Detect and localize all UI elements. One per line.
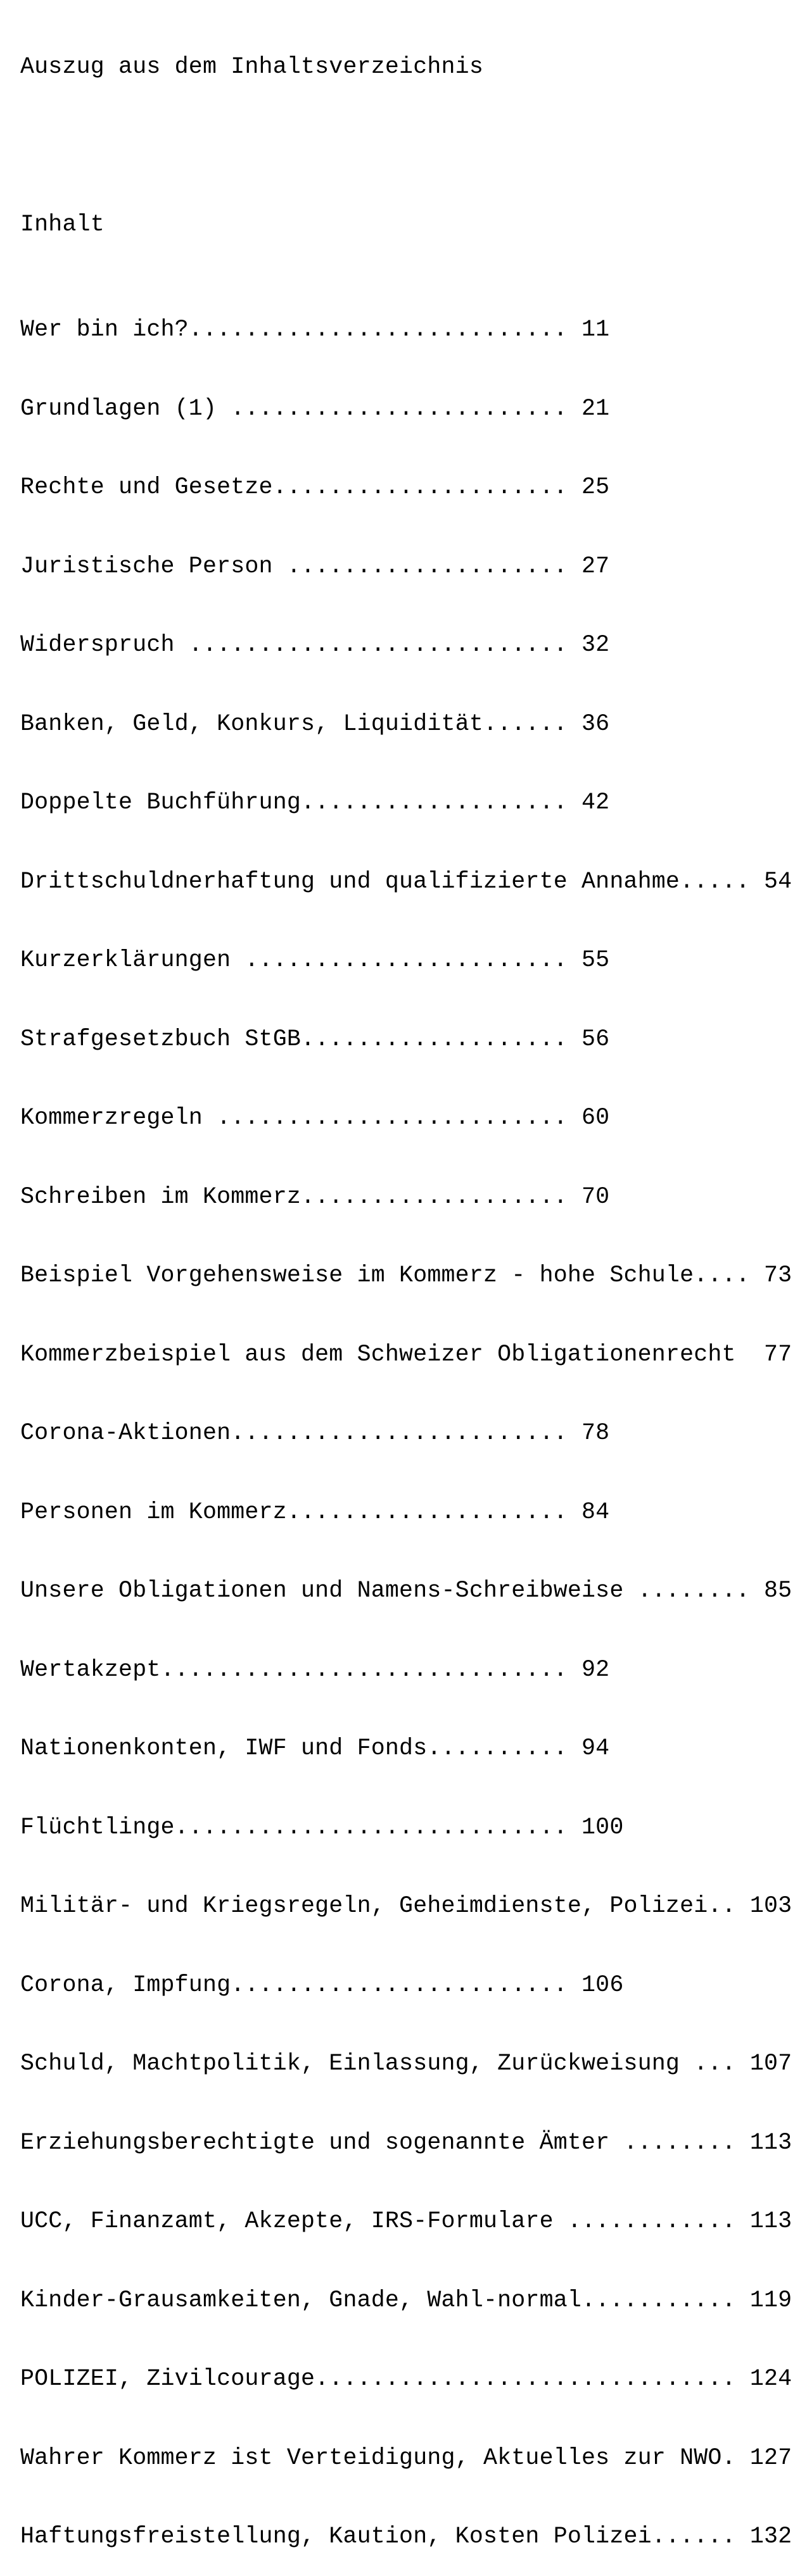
toc-entry: Wertakzept............................. 92 — [20, 1656, 610, 1683]
toc-entry: Beispiel Vorgehensweise im Kommerz - hohe Schule.... 73 — [20, 1262, 792, 1288]
toc-entry: Nationenkonten, IWF und Fonds.......... 94 — [20, 1735, 610, 1761]
toc-entry: Corona-Aktionen........................ 78 — [20, 1420, 610, 1446]
toc-entry: POLIZEI, Zivilcourage.............................. 124 — [20, 2366, 792, 2392]
toc-heading: Inhalt — [20, 211, 105, 237]
toc-entry: Militär- und Kriegsregeln, Geheimdienste, Polizei.. 103 — [20, 1893, 792, 1919]
blank-line — [20, 133, 787, 160]
toc-entry: Schuld, Machtpolitik, Einlassung, Zurückweisung ... 107 — [20, 2051, 792, 2077]
toc-entry: Grundlagen (1) ........................ 21 — [20, 395, 610, 422]
toc-entry: Unsere Obligationen und Namens-Schreibweise ........ 85 — [20, 1578, 792, 1604]
toc-entry: Banken, Geld, Konkurs, Liquidität...... 36 — [20, 710, 610, 737]
toc-entry: Widerspruch ........................... 32 — [20, 632, 610, 658]
toc-entry: Haftungsfreistellung, Kaution, Kosten Polizei...... 132 — [20, 2523, 792, 2549]
toc-entry: UCC, Finanzamt, Akzepte, IRS-Formulare ............ 113 — [20, 2208, 792, 2234]
toc-entry: Schreiben im Kommerz................... 70 — [20, 1183, 610, 1210]
toc-entry: Kurzerklärungen ....................... 55 — [20, 947, 610, 973]
toc-entry: Corona, Impfung........................ 106 — [20, 1971, 624, 1998]
toc-entry: Kommerzbeispiel aus dem Schweizer Obligationenrecht 77 — [20, 1341, 792, 1367]
toc-entry: Juristische Person .................... 27 — [20, 553, 610, 579]
document-page — [20, 0, 792, 2576]
toc-entry: Strafgesetzbuch StGB................... 56 — [20, 1026, 610, 1052]
toc-entry: Kinder-Grausamkeiten, Gnade, Wahl-normal........... 119 — [20, 2287, 792, 2313]
toc-entry: Drittschuldnerhaftung und qualifizierte Annahme..... 54 — [20, 868, 792, 895]
toc-entry: Wer bin ich?........................... 11 — [20, 317, 610, 342]
toc-entry: Rechte und Gesetze..................... 25 — [20, 474, 610, 500]
toc-entry: Erziehungsberechtigte und sogenannte Ämter ........ 113 — [20, 2129, 792, 2156]
toc-entry: Flüchtlinge............................ 100 — [20, 1814, 624, 1840]
toc-entry: Kommerzregeln ......................... 60 — [20, 1105, 610, 1131]
document-title: Auszug aus dem Inhaltsverzeichnis — [20, 54, 483, 80]
toc-entry: Wahrer Kommerz ist Verteidigung, Aktuelles zur NWO. 127 — [20, 2444, 792, 2471]
toc-entry: Doppelte Buchführung................... 42 — [20, 789, 610, 815]
toc-entry: Personen im Kommerz.................... 84 — [20, 1498, 610, 1525]
